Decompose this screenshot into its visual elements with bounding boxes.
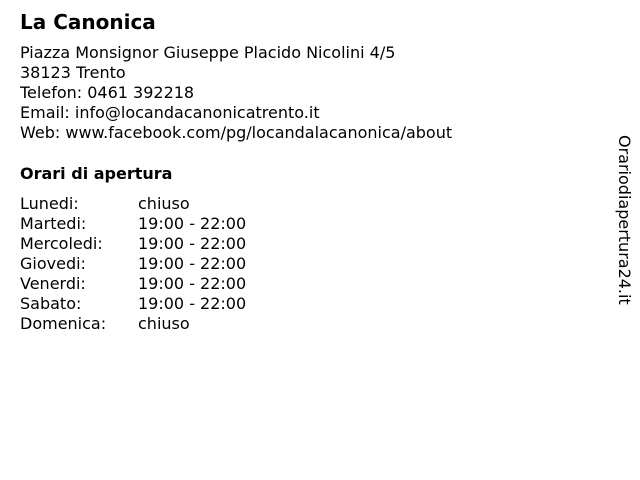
day-label: Lunedi: — [20, 194, 79, 213]
day-label: Mercoledi: — [20, 234, 103, 253]
email-line: Email: info@locandacanonicatrento.it — [20, 103, 320, 122]
day-label: Venerdi: — [20, 274, 86, 293]
hours-row-lunedi — [20, 194, 246, 214]
business-info — [20, 43, 452, 143]
phone-line: Telefon: 0461 392218 — [20, 83, 195, 102]
day-label: Sabato: — [20, 294, 82, 313]
hours-row-domenica — [20, 314, 246, 334]
hours-heading: Orari di apertura — [20, 164, 173, 183]
hours-row-mercoledi — [20, 234, 246, 254]
hours-row-giovedi — [20, 254, 246, 274]
time-value: 19:00 - 22:00 — [138, 254, 247, 273]
web-line: Web: www.facebook.com/pg/locandalacanonica/about — [20, 123, 453, 142]
time-value: 19:00 - 22:00 — [138, 274, 247, 293]
time-value: 19:00 - 22:00 — [138, 294, 247, 313]
day-label: Domenica: — [20, 314, 107, 333]
hours-row-venerdi — [20, 274, 246, 294]
site-watermark: Orariodiapertura24.it — [615, 135, 634, 305]
time-value: 19:00 - 22:00 — [138, 234, 247, 253]
hours-row-martedi — [20, 214, 246, 234]
opening-hours-list — [20, 194, 246, 334]
time-value: chiuso — [138, 194, 190, 213]
business-name: La Canonica — [20, 10, 156, 34]
time-value: 19:00 - 22:00 — [138, 214, 247, 233]
day-label: Martedi: — [20, 214, 87, 233]
address-street: Piazza Monsignor Giuseppe Placido Nicolini 4/5 — [20, 43, 396, 62]
address-city: 38123 Trento — [20, 63, 126, 82]
day-label: Giovedi: — [20, 254, 86, 273]
hours-row-sabato — [20, 294, 246, 314]
time-value: chiuso — [138, 314, 190, 333]
